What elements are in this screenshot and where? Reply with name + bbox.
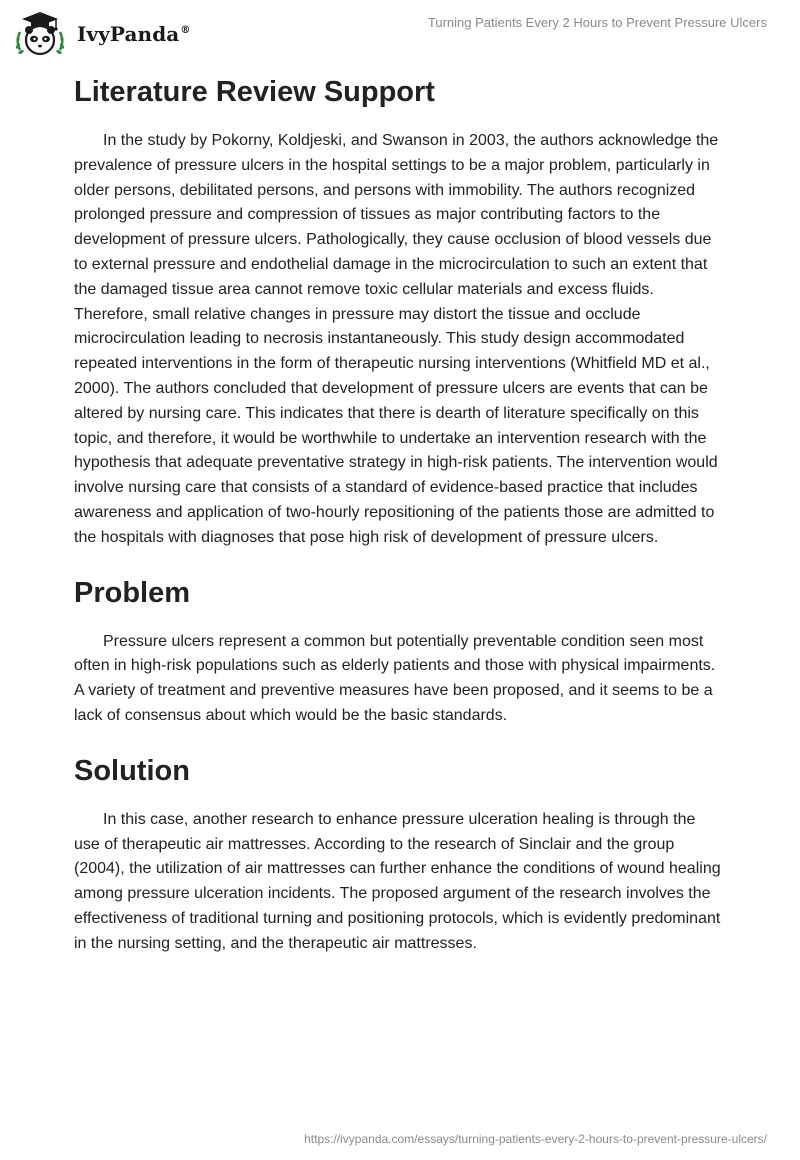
section-paragraph: In this case, another research to enhance pressure ulceration healing is through the use of therapeutic air mattresses. According to the research of Sinclair and the group (2004), the utilization of air mattresses can further enhance the conditions of wound healing among pressure ulceration incidents. The proposed argument of the research involves the effectiveness of traditional turning and positioning protocols, which is evidently predominant in the nursing setting, and the therapeutic air mattresses. — [74, 810, 721, 952]
section-literature-review — [74, 70, 724, 551]
section-solution — [74, 749, 724, 957]
article-body — [74, 70, 724, 957]
section-problem — [74, 571, 724, 729]
panda-graduate-logo-icon — [14, 8, 72, 58]
section-heading: Literature Review Support — [74, 76, 435, 108]
brand-logo[interactable] — [14, 8, 190, 58]
section-paragraph: Pressure ulcers represent a common but potentially preventable condition seen most often in high-risk populations such as elderly patients and those with physical impairments. A variety of treatment and preventive measures have been proposed, and it seems to be a lack of consensus about which would be the basic standards. — [74, 632, 716, 724]
page-header — [0, 0, 800, 62]
section-paragraph: In the study by Pokorny, Koldjeski, and Swanson in 2003, the authors acknowledge the prevalence of pressure ulcers in the hospital settings to be a major problem, particularly in older persons, debilitated persons, and persons with immobility. The authors recognized prolonged pressure and compression of tissues as major contributing factors to the development of pressure ulcers. Pathologically, they cause occlusion of blood vessels due to external pressure and endothelial damage in the microcirculation to such an extent that the damaged tissue area cannot remove toxic cellular materials and excess fluids. Therefore, small relative changes in pressure may distort the tissue and occlude microcirculation leading to necrosis instantaneously. This study design accommodated repeated interventions in the form of therapeutic nursing interventions (Whitfield MD et al., 2000). The authors concluded that development of pressure ulcers are events that can be altered by nursing care. This indicates that there is dearth of literature specifically on this topic, and therefore, it would be worthwhile to undertake an intervention research with the hypothesis that adequate preventative strategy in high-risk patients. The intervention would involve nursing care that consists of a standard of evidence-based practice that includes awareness and application of two-hourly repositioning of the patients those are admitted to the hospitals with diagnoses that pose high risk of development of pressure ulcers. — [74, 132, 719, 546]
section-heading: Solution — [74, 754, 190, 787]
document-title: Turning Patients Every 2 Hours to Prevent Pressure Ulcers — [427, 15, 767, 30]
section-heading: Problem — [74, 576, 191, 609]
brand-name: IvyPanda® — [77, 22, 191, 46]
source-url-link[interactable]: https://ivypanda.com/essays/turning-patients-every-2-hours-to-prevent-pressure-ulcers/ — [304, 1132, 767, 1146]
